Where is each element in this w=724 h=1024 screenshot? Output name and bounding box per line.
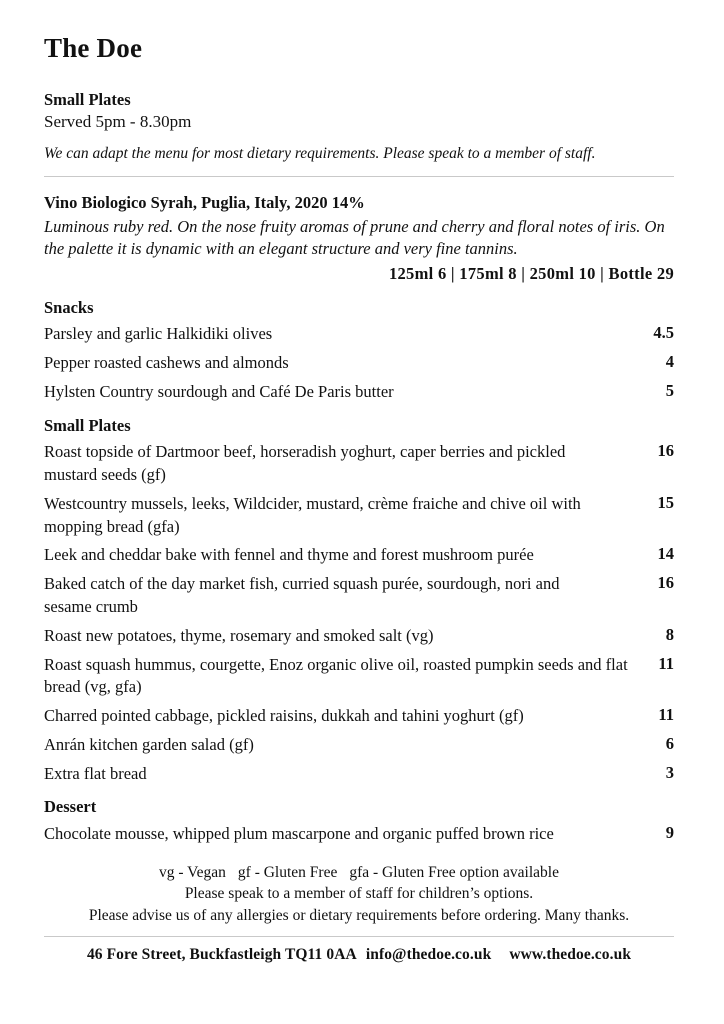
item-name: Westcountry mussels, leeks, Wildcider, mustard, crème fraiche and chive oil with mopping bread (gfa) bbox=[44, 493, 581, 536]
item-name: Hylsten Country sourdough and Café De Paris butter bbox=[44, 382, 394, 402]
item-price: 4.5 bbox=[653, 323, 674, 343]
item-list-snacks bbox=[44, 323, 674, 403]
wine-name: Vino Biologico Syrah, Puglia, Italy, 2020 14% bbox=[44, 192, 365, 212]
footer-notes bbox=[44, 862, 674, 927]
list-item bbox=[44, 705, 674, 728]
item-name: Leek and cheddar bake with fennel and thyme and forest mushroom purée bbox=[44, 545, 534, 565]
section-heading-small-plates: Small Plates bbox=[44, 415, 131, 435]
list-item bbox=[44, 734, 674, 757]
menu-section-dessert bbox=[44, 797, 672, 845]
item-price: 5 bbox=[665, 381, 674, 401]
item-name: Parsley and garlic Halkidiki olives bbox=[44, 324, 273, 344]
item-name: Baked catch of the day market fish, curried squash purée, sourdough, nori and sesame crumb bbox=[44, 574, 560, 616]
item-name: Roast topside of Dartmoor beef, horseradish yoghurt, caper berries and pickled mustard seeds (gf) bbox=[44, 442, 566, 485]
address-text: 46 Fore Street, Buckfastleigh TQ11 0AA bbox=[86, 945, 357, 963]
wine-block bbox=[44, 192, 672, 284]
dietary-legend bbox=[44, 862, 674, 884]
item-price: 8 bbox=[665, 624, 674, 644]
legend-gluten-free: gf - Gluten Free bbox=[237, 863, 338, 881]
list-item bbox=[44, 763, 674, 786]
item-name: Extra flat bread bbox=[44, 763, 147, 783]
divider-footer bbox=[44, 936, 674, 937]
item-price: 6 bbox=[665, 733, 674, 753]
list-item bbox=[44, 323, 674, 346]
item-price: 9 bbox=[665, 822, 674, 842]
menu-section-small-plates bbox=[44, 416, 672, 786]
header-block bbox=[44, 90, 672, 165]
allergy-note: Please advise us of any allergies or dietary requirements before ordering. Many thanks. bbox=[88, 907, 630, 925]
item-price: 16 bbox=[657, 441, 674, 461]
list-item bbox=[44, 381, 674, 404]
page-title: The Doe bbox=[44, 33, 143, 63]
legend-gluten-free-option: gfa - Gluten Free option available bbox=[349, 863, 559, 881]
item-price: 4 bbox=[665, 352, 674, 372]
item-name: Pepper roasted cashews and almonds bbox=[44, 353, 289, 373]
item-price: 14 bbox=[657, 544, 674, 564]
list-item bbox=[44, 493, 674, 539]
item-name: Roast squash hummus, courgette, Enoz organic olive oil, roasted pumpkin seeds and flat bread (vg, gfa) bbox=[44, 654, 628, 697]
item-name: Charred pointed cabbage, pickled raisins, dukkah and tahini yoghurt (gf) bbox=[44, 706, 524, 726]
item-list-small-plates bbox=[44, 441, 674, 785]
dietary-note: We can adapt the menu for most dietary requirements. Please speak to a member of staff. bbox=[44, 145, 596, 163]
contact-line bbox=[44, 946, 674, 964]
item-price: 11 bbox=[658, 653, 674, 673]
wine-description: Luminous ruby red. On the nose fruity aromas of prune and cherry and floral notes of iris. On the palette it is dynamic with an elegant structure and very fine tannins. bbox=[44, 216, 665, 258]
section-heading-snacks: Snacks bbox=[44, 297, 94, 317]
legend-vegan: vg - Vegan bbox=[159, 863, 226, 881]
served-hours: Served 5pm - 8.30pm bbox=[44, 112, 192, 132]
list-item bbox=[44, 352, 674, 375]
item-price: 11 bbox=[658, 705, 674, 725]
item-name: Chocolate mousse, whipped plum mascarpone and organic puffed brown rice bbox=[44, 823, 554, 843]
email-link[interactable]: info@thedoe.co.uk bbox=[365, 945, 492, 963]
item-price: 15 bbox=[657, 492, 674, 512]
item-price: 3 bbox=[665, 762, 674, 782]
list-item bbox=[44, 544, 674, 567]
header-section-title: Small Plates bbox=[44, 89, 131, 109]
list-item bbox=[44, 654, 674, 700]
divider-top bbox=[44, 176, 674, 177]
website-link[interactable]: www.thedoe.co.uk bbox=[509, 945, 632, 963]
wine-prices: 125ml 6 | 175ml 8 | 250ml 10 | Bottle 29 bbox=[388, 263, 674, 283]
children-options-note: Please speak to a member of staff for children’s options. bbox=[184, 885, 534, 903]
item-name: Anrán kitchen garden salad (gf) bbox=[44, 734, 254, 754]
item-price: 16 bbox=[657, 573, 674, 593]
item-name: Roast new potatoes, thyme, rosemary and smoked salt (vg) bbox=[44, 625, 434, 645]
list-item bbox=[44, 441, 674, 487]
list-item bbox=[44, 823, 674, 846]
list-item bbox=[44, 573, 674, 619]
menu-section-snacks bbox=[44, 298, 672, 404]
item-list-dessert bbox=[44, 823, 674, 846]
list-item bbox=[44, 625, 674, 648]
section-heading-dessert: Dessert bbox=[44, 797, 97, 817]
